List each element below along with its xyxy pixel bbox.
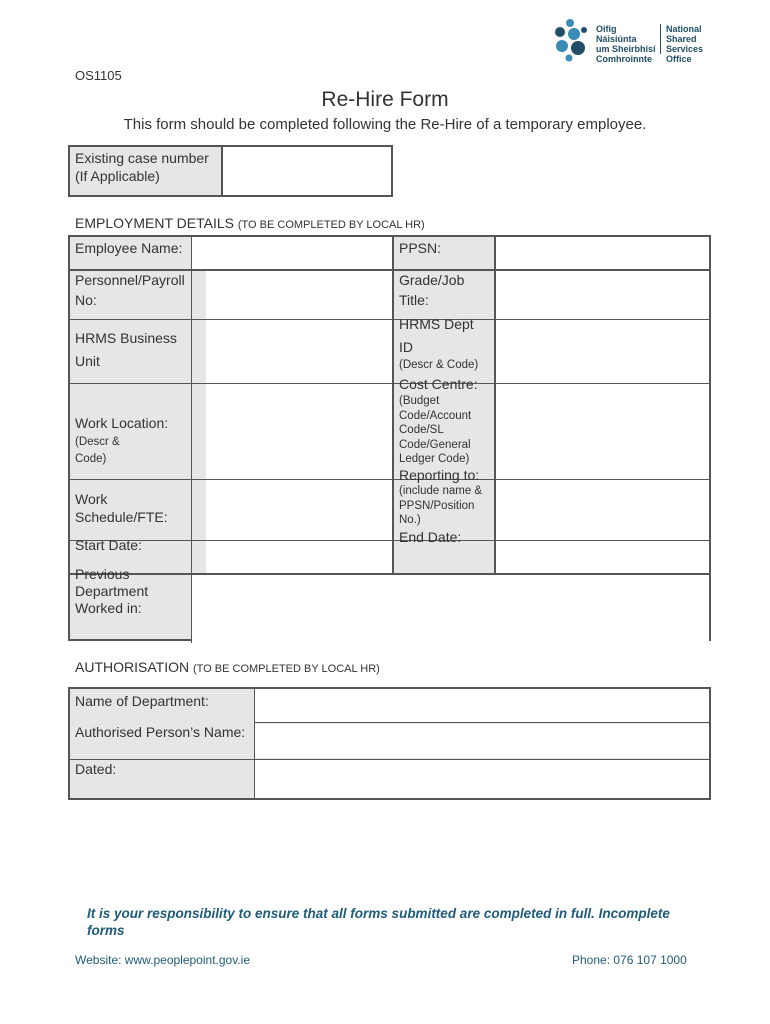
hrms-dept-note: (Descr & Code) <box>399 359 479 371</box>
authorised-person-label: Authorised Person’s Name: <box>75 724 246 740</box>
footer-phone: Phone: 076 107 1000 <box>572 953 687 967</box>
cost-centre-note: (Budget Code/Account Code/SL Code/General Ledger Code) <box>399 395 472 465</box>
case-number-box <box>68 145 393 197</box>
page-title: Re-Hire Form <box>321 88 449 111</box>
personnel-field[interactable] <box>206 271 392 605</box>
previous-department-field[interactable] <box>191 573 709 641</box>
authorisation-heading: AUTHORISATION (TO BE COMPLETED BY LOCAL HR) <box>75 659 380 675</box>
work-schedule-label: Work Schedule/FTE: <box>75 491 168 525</box>
page-subtitle: This form should be completed following the Re-Hire of a temporary employee. <box>123 116 647 133</box>
end-date-label: End Date: <box>399 529 462 545</box>
hrms-business-unit-label: HRMS Business Unit <box>75 330 177 369</box>
nsso-logo <box>552 18 732 62</box>
footer-website[interactable]: Website: www.peoplepoint.gov.ie <box>75 953 250 967</box>
logo-irish-text: Oifig Náisiúnta um Sheirbhísí Comhroinnte <box>596 24 656 64</box>
ppsn-label: PPSN: <box>399 240 442 256</box>
work-location-label: Work Location: <box>75 415 169 431</box>
work-location-note: (Descr & Code) <box>75 436 120 465</box>
authorisation-table <box>68 687 711 800</box>
start-date-label: Start Date: <box>75 537 142 553</box>
logo-english-text: National Shared Services Office <box>666 24 704 64</box>
employment-table <box>68 235 711 641</box>
hrms-dept-label: HRMS Dept ID <box>399 316 474 355</box>
logo-mark-icon <box>552 18 592 62</box>
case-number-field[interactable] <box>223 147 391 195</box>
grade-label: Grade/Job Title: <box>399 272 465 308</box>
ppsn-field[interactable] <box>496 237 709 269</box>
employee-name-field[interactable] <box>191 237 392 269</box>
logo-divider <box>660 24 661 54</box>
previous-department-label: Previous Department Worked in: <box>75 566 149 616</box>
employee-name-label: Employee Name: <box>75 240 183 256</box>
dated-label: Dated: <box>75 761 117 777</box>
employment-heading: EMPLOYMENT DETAILS (TO BE COMPLETED BY LOCAL HR) <box>75 215 425 231</box>
reporting-to-note: (include name & PPSN/Position No.) <box>399 485 483 526</box>
grade-field[interactable] <box>496 271 709 605</box>
personnel-label: Personnel/Payroll No: <box>75 272 185 308</box>
dated-field[interactable] <box>255 760 709 798</box>
department-field[interactable] <box>255 689 709 722</box>
footer-note: It is your responsibility to ensure that all forms submitted are completed in full. Incomplete forms <box>87 906 670 938</box>
reporting-to-label: Reporting to: <box>399 467 480 483</box>
case-number-label: Existing case number (If Applicable) <box>75 150 209 184</box>
department-label: Name of Department: <box>75 693 209 709</box>
cost-centre-label: Cost Centre: <box>399 376 478 392</box>
authorised-person-field[interactable] <box>255 724 709 758</box>
form-code: OS1105 <box>75 68 122 83</box>
